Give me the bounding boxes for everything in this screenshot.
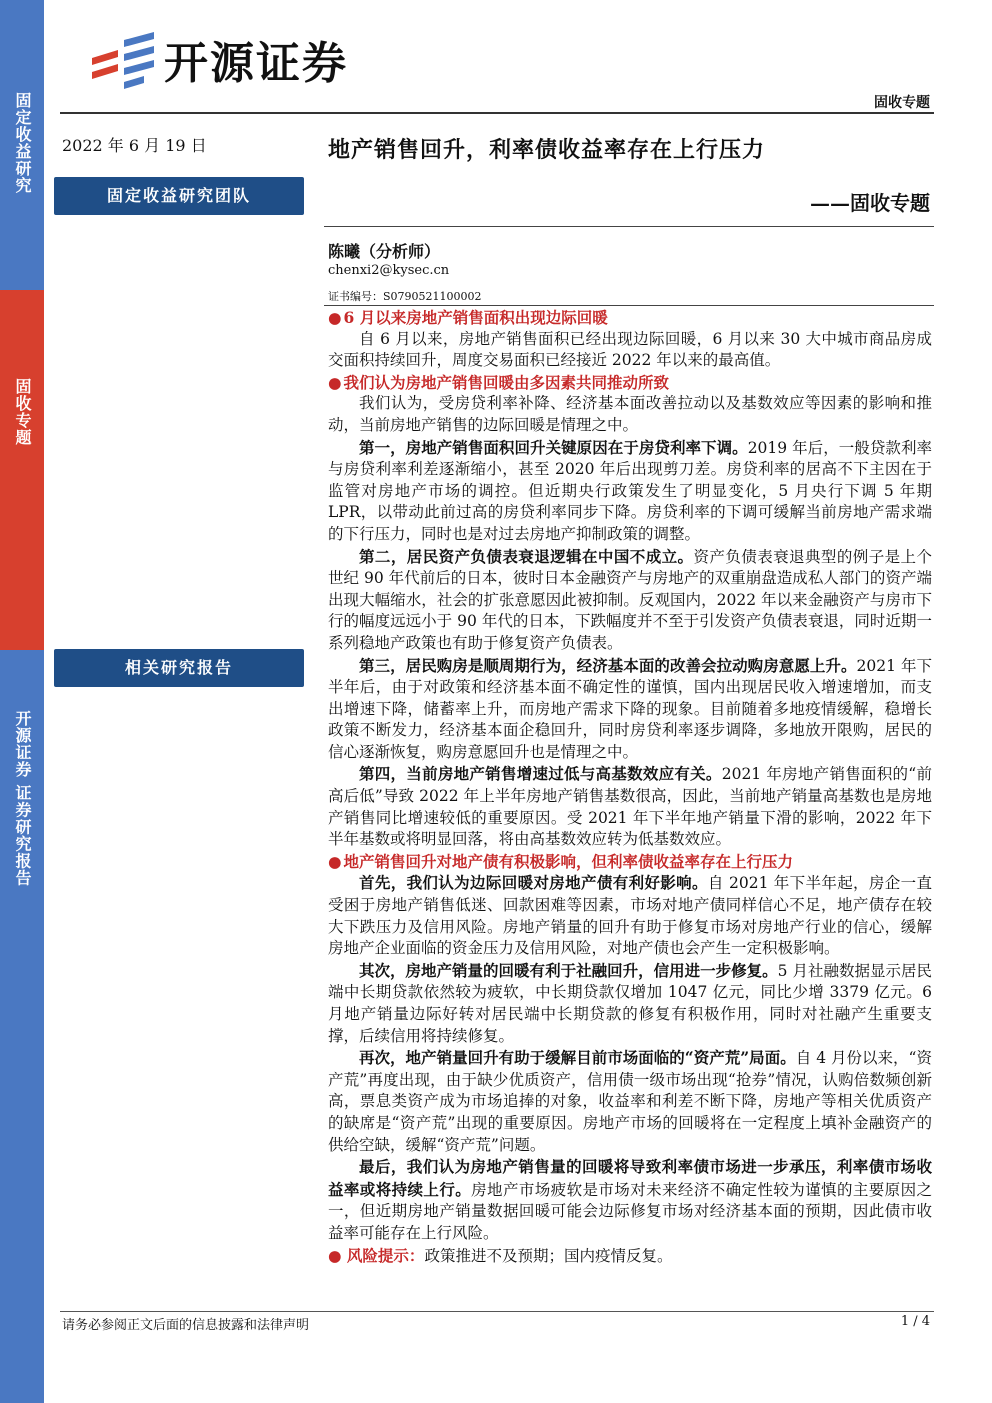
report-title: 地产销售回升，利率债收益率存在上行压力 <box>328 137 766 163</box>
page-number: 1 / 4 <box>900 1314 930 1329</box>
bullet-icon: ● <box>328 851 342 871</box>
paragraph: 最后，我们认为房地产销售量的回暖将导致利率债市场进一步承压，利率债市场收益率或将持续上行。房地产市场疲软是市场对未来经济不确定性较为谨慎的主要原因之一，但近期房地产销量数据回暖可能会边际修复市场对经济基本面的预期，因此债市收益率可能存在上行风险。 <box>328 1157 932 1242</box>
author-cert: 证书编号：S0790521100002 <box>328 290 482 303</box>
company-logo <box>88 28 348 90</box>
footer-rule <box>60 1311 934 1312</box>
risk-note: ● 风险提示：政策推进不及预期；国内疫情反复。 <box>328 1245 673 1265</box>
report-subtitle: ——固收专题 <box>810 191 930 215</box>
title-rule <box>324 226 934 227</box>
related-reports-box: 相关研究报告 <box>54 649 304 687</box>
bullet-icon: ● <box>328 372 342 392</box>
report-date: 2022 年 6 月 19 日 <box>62 136 207 155</box>
paragraph: 其次，房地产销量的回暖有利于社融回升，信用进一步修复。5 月社融数据显示居民端中长期贷款依然较为疲软，中长期贷款仅增加 1047 亿元，同比少增 3379 亿元。6 月地产销量边际好转对居民端中长期贷款的修复有积极作用，同时对社融产生重要支撑，后续信用将持续修复。 <box>328 960 932 1045</box>
header-rule <box>60 112 934 114</box>
side-label-top: 固定收益研究 <box>13 92 32 194</box>
side-label-mid: 固收专题 <box>13 378 32 446</box>
bullet-icon: ● <box>328 1245 347 1265</box>
bullet-heading: ● 6 月以来房地产销售面积出现边际回暖 <box>328 308 608 327</box>
bullet-icon: ● <box>328 308 342 327</box>
footer-disclaimer: 请务必参阅正文后面的信息披露和法律声明 <box>62 1318 310 1333</box>
bullet-heading: ● 地产销售回升对地产债有积极影响，但利率债收益率存在上行压力 <box>328 851 794 871</box>
paragraph: 首先，我们认为边际回暖对房地产债有利好影响。自 2021 年下半年起，房企一直受困于房地产销售低迷、回款困难等因素，市场对地产债同样信心不足，地产债存在较大下跌压力及信用风险。房地产销量的回升有助于修复市场对房地产行业的信心，缓解房地产企业面临的资金压力及信用风险，对地产债也会产生一定积极影响。 <box>328 873 932 958</box>
paragraph: 第四，当前房地产销售增速过低与高基数效应有关。2021 年房地产销售面积的“前高后低”导致 2022 年上半年房地产销售基数很高，因此，当前地产销量高基数也是房地产销售同比增速较低的重要原因。受 2021 年下半年地产销量下滑的影响，2022 年下半年基数或将明显回落，将由高基数效应转为低基数效应。 <box>328 764 932 849</box>
brand-name: 开源证券 <box>164 38 348 89</box>
author-name: 陈曦（分析师） <box>328 242 441 261</box>
paragraph: 自 6 月以来，房地产销售面积已经出现边际回暖，6 月以来 30 大中城市商品房成交面积持续回升，周度交易面积已经接近 2022 年以来的最高值。 <box>328 329 932 370</box>
team-box: 固定收益研究团队 <box>54 177 304 215</box>
paragraph: 第一，房地产销售面积回升关键原因在于房贷利率下调。2019 年后，一般贷款利率与房贷利率利差逐渐缩小，甚至 2020 年后出现剪刀差。房贷利率的居高不下主因在于监管对房地产市场的调控。但近期央行政策发生了明显变化，5 月央行下调 5 年期 LPR，以带动此前过高的房贷利率同步下降。房贷利率的下调可缓解当前房地产需求端的下行压力，同时也是对过去房地产抑制政策的调整。 <box>328 437 932 543</box>
side-label-bottom: 开源证券 证券研究报告 <box>13 710 32 887</box>
author-email[interactable]: chenxi2@kysec.cn <box>328 263 450 278</box>
bullet-heading: ● 我们认为房地产销售回暖由多因素共同推动所致 <box>328 372 670 392</box>
author-rule <box>324 305 934 306</box>
main-body <box>328 307 932 1267</box>
logo-mark-icon <box>88 28 158 90</box>
paragraph: 第三，居民购房是顺周期行为，经济基本面的改善会拉动购房意愿上升。2021 年下半年后，由于对政策和经济基本面不确定性的谨慎，国内出现居民收入增速增加，而支出增速下降，储蓄率上升，而房地产需求下降的现象。目前随着多地疫情缓解，稳增长政策不断发力，经济基本面企稳回升，同时房贷利率逐步调降，多地放开限购，居民的信心逐渐恢复，购房意愿回升也是情理之中。 <box>328 655 932 761</box>
paragraph: 再次，地产销量回升有助于缓解目前市场面临的“资产荒”局面。自 4 月份以来，“资产荒”再度出现，由于缺少优质资产，信用债一级市场出现“抢券”情况，认购倍数频创新高，票息类资产成为市场追捧的对象，收益率和利差不断下降，房地产等相关优质资产的缺席是“资产荒”出现的重要原因。房地产市场的回暖将在一定程度上填补金融资产的供给空缺，缓解“资产荒”问题。 <box>328 1048 932 1154</box>
paragraph: 我们认为，受房贷利率补降、经济基本面改善拉动以及基数效应等因素的影响和推动，当前房地产销售的边际回暖是情理之中。 <box>328 394 932 434</box>
paragraph: 第二，居民资产负债表衰退逻辑在中国不成立。资产负债表衰退典型的例子是上个世纪 90 年代前后的日本，彼时日本金融资产与房地产的双重崩盘造成私人部门的资产端出现大幅缩水，社会的扩张意愿因此被抑制。反观国内，2022 年以来金融资产与房市下行的幅度远远小于 90 年代的日本，下跌幅度并不至于引发资产负债表衰退，同时近期一系列稳地产政策也有助于修复资产负债表。 <box>328 546 932 652</box>
side-strip-mid <box>0 290 44 650</box>
header-tag: 固收专题 <box>874 95 930 111</box>
